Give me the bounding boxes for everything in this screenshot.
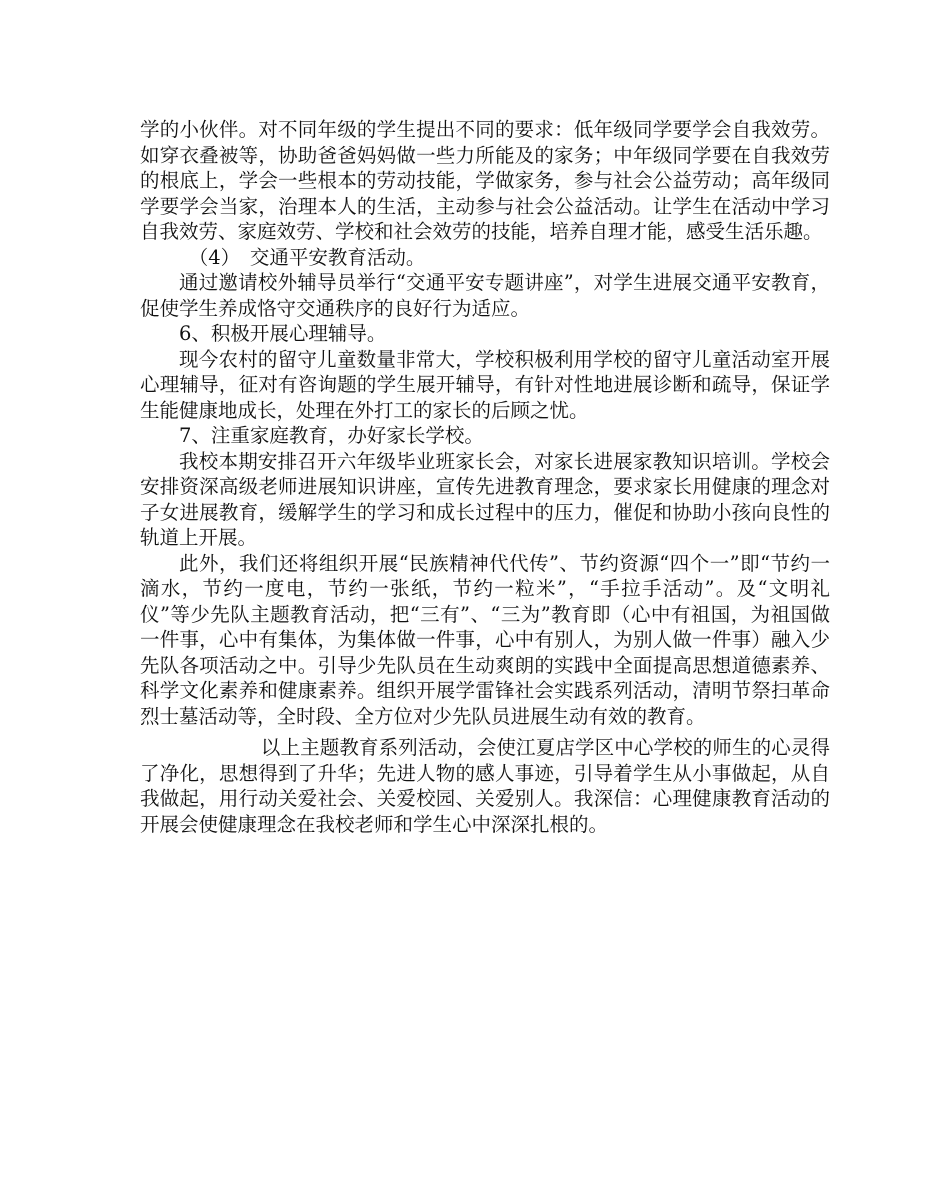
paragraph-psych-counseling: 现今农村的留守儿童数量非常大，学校积极利用学校的留守儿童活动室开展心理辅导，征对有咨询题的学生展开辅导，有针对性地进展诊断和疏导，保证学生能健康地成长，处理在外打工的家长的后顾之忧。 xyxy=(140,347,830,422)
paragraph-family-education: 我校本期安排召开六年级毕业班家长会，对家长进展家教知识培训。学校会安排资深高级老师进展知识讲座，宣传先进教育理念，要求家长用健康的理念对子女进展教育，缓解学生的学习和成长过程中的压力，催促和协助小孩向良性的轨道上开展。 xyxy=(140,449,830,549)
document-body xyxy=(140,117,830,837)
paragraph-additional-activities: 此外，我们还将组织开展“民族精神代代传”、节约资源“四个一”即“节约一滴水，节约一度电，节约一张纸，节约一粒米”，“手拉手活动”。及“文明礼仪”等少先队主题教育活动，把“三有”、“三为”教育即（心中有祖国，为祖国做一件事，心中有集体，为集体做一件事，心中有别人，为别人做一件事）融入少先队各项活动之中。引导少先队员在生动爽朗的实践中全面提高思想道德素养、科学文化素养和健康素养。组织开展学雷锋社会实践系列活动，清明节祭扫革命烈士墓活动等，全时段、全方位对少先队员进展生动有效的教育。 xyxy=(140,551,830,728)
paragraph-traffic-safety: 通过邀请校外辅导员举行“交通平安专题讲座”，对学生进展交通平安教育，促使学生养成恪守交通秩序的良好行为适应。 xyxy=(140,271,830,320)
paragraph-heading-psych-counseling: 6、积极开展心理辅导。 xyxy=(179,322,387,345)
paragraph-heading-family-education: 7、注重家庭教育，办好家长学校。 xyxy=(179,424,484,447)
paragraph-conclusion: 以上主题教育系列活动，会使江夏店学区中心学校的师生的心灵得了净化，思想得到了升华；先进人物的感人事迹，引导着学生从小事做起，从自我做起，用行动关爱社会、关爱校园、关爱别人。我深信：心理健康教育活动的开展会使健康理念在我校老师和学生心中深深扎根的。 xyxy=(140,736,830,836)
paragraph-heading-traffic-safety: （4） 交通平安教育活动。 xyxy=(188,245,426,269)
paragraph-continuation: 学的小伙伴。对不同年级的学生提出不同的要求：低年级同学要学会自我效劳。如穿衣叠被等，协助爸爸妈妈做一些力所能及的家务；中年级同学要在自我效劳的根底上，学会一些根本的劳动技能，学做家务，参与社会公益劳动；高年级同学要学会当家，治理本人的生活，主动参与社会公益活动。让学生在活动中学习自我效劳、家庭效劳、学校和社会效劳的技能，培养自理才能，感受生活乐趣。 xyxy=(140,118,830,243)
